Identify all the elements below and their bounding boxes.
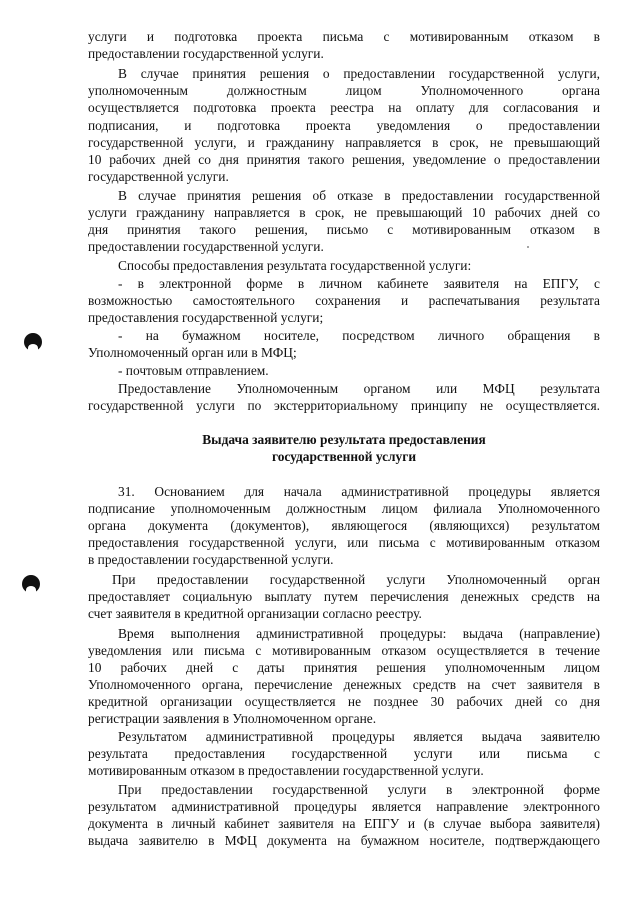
text-line: результата предоставления государственной услуги или письма с — [88, 746, 600, 761]
text-line: Уполномоченного органа, перечисление денежных средств на счет заявителя в — [88, 677, 600, 692]
text-line: подписание уполномоченным должностным лицом филиала Уполномоченного — [88, 501, 600, 516]
text-line: 31. Основанием для начала административной процедуры является — [118, 484, 600, 499]
text-line: услуги гражданину направляется в срок, не превышающий 10 рабочих дней со — [88, 205, 600, 220]
text-line: Способы предоставления результата государственной услуги: — [118, 258, 472, 273]
text-line: выдача заявителю в МФЦ документа на бумажном носителе, подтверждающего — [88, 833, 600, 848]
text-line: Время выполнения административной процедуры: выдача (направление) — [118, 626, 600, 641]
text-line: Результатом административной процедуры является выдача заявителю — [118, 729, 600, 744]
text-line: При предоставлении государственной услуги в электронной форме — [118, 782, 600, 797]
text-line: 10 рабочих дней со дня принятия такого решения, уведомление о предоставлении — [88, 152, 600, 167]
text-line: возможностью самостоятельного сохранения и распечатывания результата — [88, 293, 600, 308]
text-line: уведомления или письма с мотивированным отказом осуществляется в течение — [88, 643, 600, 658]
text-line: услуги и подготовка проекта письма с мотивированным отказом в — [88, 29, 600, 44]
text-line: - в электронной форме в личном кабинете заявителя на ЕПГУ, с — [118, 276, 600, 291]
text-line: предоставлении государственной услуги. — [88, 239, 324, 254]
text-line: осуществляется подготовка проекта реестра на оплату для согласования и — [88, 100, 600, 115]
text-line: органа документа (документов), являющегося (являющихся) результатом — [88, 518, 600, 533]
text-line: 10 рабочих дней с даты принятия решения уполномоченным лицом — [88, 660, 600, 675]
text-line: В случае принятия решения об отказе в предоставлении государственной — [118, 188, 600, 203]
text-line: государственной услуги по экстерриториальному принципу не осуществляется. — [88, 398, 600, 413]
text-line: дня принятия такого решения, письмо с мотивированным отказом в — [88, 222, 600, 237]
text-line: предоставлении государственной услуги. — [88, 46, 324, 61]
text-line: результатом административной процедуры является направление электронного — [88, 799, 600, 814]
text-line: - на бумажном носителе, посредством личного обращения в — [118, 328, 600, 343]
text-line: При предоставлении государственной услуги Уполномоченный орган — [112, 572, 600, 587]
section-heading: Выдача заявителю результата предоставления — [202, 432, 486, 447]
text-line: мотивированным отказом в предоставлении государственной услуги. — [88, 763, 484, 778]
text-line: - почтовым отправлением. — [118, 363, 269, 378]
text-line: Уполномоченный орган или в МФЦ; — [88, 345, 297, 360]
text-line: Предоставление Уполномоченным органом или МФЦ результата — [118, 381, 600, 396]
text-line: документа в личный кабинет заявителя на ЕПГУ и (в случае выбора заявителя) — [88, 816, 600, 831]
text-line: предоставления государственной услуги; — [88, 310, 324, 325]
section-heading: государственной услуги — [271, 449, 417, 464]
text-line: предоставления государственной услуги, или письма с мотивированным отказом — [88, 535, 600, 550]
text-line: уполномоченным должностным лицом Уполномоченного органа — [88, 83, 600, 98]
text-line: регистрации заявления в Уполномоченном органе. — [88, 711, 377, 726]
punch-hole-top — [24, 333, 42, 351]
text-line: подписания, и подготовка проекта уведомления о предоставлении — [88, 118, 600, 133]
text-line: в предоставлении государственной услуги. — [88, 552, 334, 567]
text-line: государственной услуги. — [88, 169, 229, 184]
text-line: кредитной организации осуществляется не позднее 30 рабочих дней со дня — [88, 694, 600, 709]
text-line: счет заявителя в кредитной организации согласно реестру. — [88, 606, 422, 621]
text-line: предоставляет социальную выплату путем перечисления денежных средств на — [88, 589, 600, 604]
punch-hole-bottom — [22, 575, 40, 593]
text-line: государственной услуги, и гражданину направляется в срок, не превышающий — [88, 135, 600, 150]
text-line: В случае принятия решения о предоставлении государственной услуги, — [118, 66, 600, 81]
